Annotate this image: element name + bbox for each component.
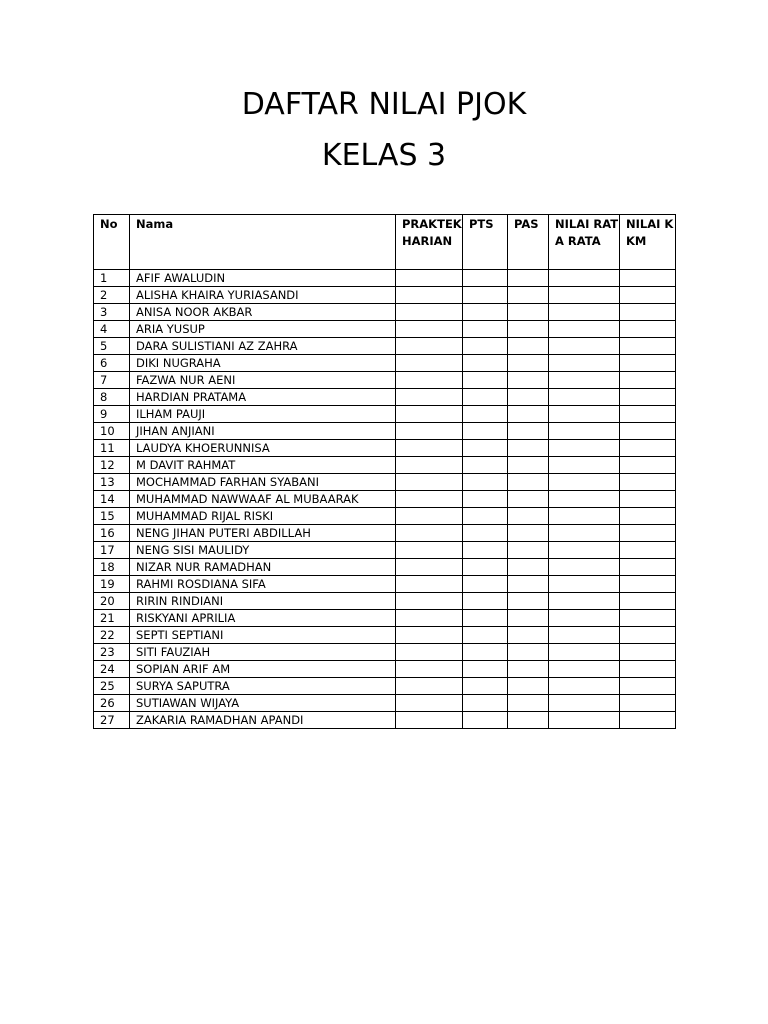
cell-pts xyxy=(463,627,508,644)
cell-pts xyxy=(463,661,508,678)
table-row xyxy=(94,712,676,729)
cell-nilai-kkm xyxy=(620,423,676,440)
cell-praktek-harian xyxy=(396,304,463,321)
cell-no: 19 xyxy=(94,576,130,593)
cell-nilai-rata-rata xyxy=(549,287,620,304)
cell-no: 1 xyxy=(94,270,130,287)
cell-pts xyxy=(463,678,508,695)
table-row xyxy=(94,678,676,695)
cell-no: 2 xyxy=(94,287,130,304)
cell-nilai-kkm xyxy=(620,355,676,372)
cell-pas xyxy=(508,440,549,457)
header-nilai-rata-rata: NILAI RATA RATA xyxy=(549,215,620,270)
cell-no: 16 xyxy=(94,525,130,542)
cell-pas xyxy=(508,576,549,593)
cell-name: M DAVIT RAHMAT xyxy=(130,457,396,474)
cell-pts xyxy=(463,474,508,491)
cell-praktek-harian xyxy=(396,695,463,712)
cell-nilai-rata-rata xyxy=(549,270,620,287)
cell-no: 12 xyxy=(94,457,130,474)
cell-name: SUTIAWAN WIJAYA xyxy=(130,695,396,712)
cell-nilai-rata-rata xyxy=(549,695,620,712)
cell-nilai-rata-rata xyxy=(549,304,620,321)
cell-praktek-harian xyxy=(396,559,463,576)
cell-nilai-rata-rata xyxy=(549,678,620,695)
cell-name: SEPTI SEPTIANI xyxy=(130,627,396,644)
cell-name: RIRIN RINDIANI xyxy=(130,593,396,610)
cell-praktek-harian xyxy=(396,355,463,372)
cell-nilai-kkm xyxy=(620,338,676,355)
cell-pts xyxy=(463,593,508,610)
table-row xyxy=(94,389,676,406)
cell-praktek-harian xyxy=(396,712,463,729)
cell-nilai-rata-rata xyxy=(549,525,620,542)
cell-name: MOCHAMMAD FARHAN SYABANI xyxy=(130,474,396,491)
cell-pas xyxy=(508,593,549,610)
cell-name: AFIF AWALUDIN xyxy=(130,270,396,287)
cell-pas xyxy=(508,389,549,406)
cell-no: 3 xyxy=(94,304,130,321)
cell-no: 18 xyxy=(94,559,130,576)
cell-pts xyxy=(463,287,508,304)
cell-nilai-rata-rata xyxy=(549,338,620,355)
cell-nilai-kkm xyxy=(620,270,676,287)
page-title: DAFTAR NILAI PJOK xyxy=(241,87,527,122)
cell-pas xyxy=(508,474,549,491)
cell-pas xyxy=(508,627,549,644)
cell-nilai-rata-rata xyxy=(549,627,620,644)
cell-name: DARA SULISTIANI AZ ZAHRA xyxy=(130,338,396,355)
cell-pas xyxy=(508,525,549,542)
cell-pts xyxy=(463,389,508,406)
header-no: No xyxy=(94,215,130,270)
cell-nilai-rata-rata xyxy=(549,321,620,338)
cell-no: 17 xyxy=(94,542,130,559)
cell-pts xyxy=(463,304,508,321)
cell-no: 4 xyxy=(94,321,130,338)
cell-nilai-kkm xyxy=(620,576,676,593)
cell-name: ARIA YUSUP xyxy=(130,321,396,338)
cell-praktek-harian xyxy=(396,338,463,355)
cell-pas xyxy=(508,678,549,695)
cell-name: ANISA NOOR AKBAR xyxy=(130,304,396,321)
cell-praktek-harian xyxy=(396,457,463,474)
cell-nilai-rata-rata xyxy=(549,542,620,559)
cell-praktek-harian xyxy=(396,406,463,423)
cell-pas xyxy=(508,287,549,304)
cell-nilai-rata-rata xyxy=(549,372,620,389)
cell-nilai-kkm xyxy=(620,542,676,559)
cell-nilai-kkm xyxy=(620,525,676,542)
table-row xyxy=(94,270,676,287)
cell-praktek-harian xyxy=(396,542,463,559)
cell-no: 21 xyxy=(94,610,130,627)
cell-nilai-kkm xyxy=(620,627,676,644)
cell-praktek-harian xyxy=(396,474,463,491)
cell-pts xyxy=(463,423,508,440)
header-nilai-kkm: NILAI KKM xyxy=(620,215,676,270)
table-row xyxy=(94,406,676,423)
cell-name: NENG SISI MAULIDY xyxy=(130,542,396,559)
cell-nilai-rata-rata xyxy=(549,474,620,491)
cell-nilai-kkm xyxy=(620,457,676,474)
cell-praktek-harian xyxy=(396,491,463,508)
cell-praktek-harian xyxy=(396,389,463,406)
cell-praktek-harian xyxy=(396,661,463,678)
cell-no: 7 xyxy=(94,372,130,389)
table-row xyxy=(94,644,676,661)
cell-pas xyxy=(508,304,549,321)
cell-pts xyxy=(463,712,508,729)
cell-nilai-kkm xyxy=(620,389,676,406)
cell-pts xyxy=(463,372,508,389)
table-row xyxy=(94,695,676,712)
cell-pas xyxy=(508,321,549,338)
cell-no: 20 xyxy=(94,593,130,610)
cell-no: 6 xyxy=(94,355,130,372)
cell-name: DIKI NUGRAHA xyxy=(130,355,396,372)
cell-nilai-kkm xyxy=(620,610,676,627)
cell-no: 14 xyxy=(94,491,130,508)
cell-pas xyxy=(508,457,549,474)
header-praktek-harian: PRAKTEK HARIAN xyxy=(396,215,463,270)
cell-praktek-harian xyxy=(396,372,463,389)
cell-no: 5 xyxy=(94,338,130,355)
cell-nilai-kkm xyxy=(620,661,676,678)
cell-pts xyxy=(463,457,508,474)
table-row xyxy=(94,355,676,372)
cell-no: 8 xyxy=(94,389,130,406)
cell-praktek-harian xyxy=(396,440,463,457)
table-row xyxy=(94,593,676,610)
cell-name: SOPIAN ARIF AM xyxy=(130,661,396,678)
cell-pas xyxy=(508,338,549,355)
cell-nilai-kkm xyxy=(620,593,676,610)
cell-name: NENG JIHAN PUTERI ABDILLAH xyxy=(130,525,396,542)
cell-praktek-harian xyxy=(396,270,463,287)
cell-pas xyxy=(508,661,549,678)
table-row xyxy=(94,508,676,525)
cell-name: MUHAMMAD RIJAL RISKI xyxy=(130,508,396,525)
cell-nilai-rata-rata xyxy=(549,457,620,474)
cell-pts xyxy=(463,559,508,576)
cell-no: 23 xyxy=(94,644,130,661)
cell-nilai-rata-rata xyxy=(549,508,620,525)
cell-nilai-kkm xyxy=(620,372,676,389)
table-row xyxy=(94,287,676,304)
cell-nilai-rata-rata xyxy=(549,355,620,372)
cell-nilai-kkm xyxy=(620,695,676,712)
table-row xyxy=(94,610,676,627)
cell-pts xyxy=(463,644,508,661)
cell-praktek-harian xyxy=(396,508,463,525)
table-row xyxy=(94,423,676,440)
cell-no: 27 xyxy=(94,712,130,729)
table-row xyxy=(94,661,676,678)
cell-name: LAUDYA KHOERUNNISA xyxy=(130,440,396,457)
cell-pts xyxy=(463,338,508,355)
header-pts: PTS xyxy=(463,215,508,270)
cell-pas xyxy=(508,270,549,287)
cell-praktek-harian xyxy=(396,576,463,593)
table-row xyxy=(94,474,676,491)
table-row xyxy=(94,321,676,338)
cell-no: 11 xyxy=(94,440,130,457)
cell-pts xyxy=(463,508,508,525)
table-row xyxy=(94,440,676,457)
cell-pts xyxy=(463,491,508,508)
cell-name: MUHAMMAD NAWWAAF AL MUBAARAK xyxy=(130,491,396,508)
cell-praktek-harian xyxy=(396,423,463,440)
cell-nilai-rata-rata xyxy=(549,423,620,440)
cell-no: 15 xyxy=(94,508,130,525)
cell-praktek-harian xyxy=(396,627,463,644)
cell-pas xyxy=(508,712,549,729)
table-row xyxy=(94,304,676,321)
cell-nilai-rata-rata xyxy=(549,644,620,661)
cell-nilai-kkm xyxy=(620,678,676,695)
grades-table xyxy=(93,214,676,729)
table-row xyxy=(94,576,676,593)
cell-nilai-rata-rata xyxy=(549,661,620,678)
cell-pts xyxy=(463,270,508,287)
table-row xyxy=(94,372,676,389)
header-pas: PAS xyxy=(508,215,549,270)
table-row xyxy=(94,627,676,644)
cell-name: SURYA SAPUTRA xyxy=(130,678,396,695)
cell-pas xyxy=(508,508,549,525)
cell-name: JIHAN ANJIANI xyxy=(130,423,396,440)
cell-pas xyxy=(508,491,549,508)
cell-praktek-harian xyxy=(396,610,463,627)
cell-nilai-rata-rata xyxy=(549,491,620,508)
cell-no: 22 xyxy=(94,627,130,644)
cell-praktek-harian xyxy=(396,644,463,661)
cell-pts xyxy=(463,542,508,559)
page-subtitle: KELAS 3 xyxy=(321,138,447,173)
cell-pts xyxy=(463,610,508,627)
cell-nilai-kkm xyxy=(620,304,676,321)
cell-praktek-harian xyxy=(396,525,463,542)
cell-pts xyxy=(463,576,508,593)
cell-name: ILHAM PAUJI xyxy=(130,406,396,423)
cell-name: NIZAR NUR RAMADHAN xyxy=(130,559,396,576)
cell-pas xyxy=(508,423,549,440)
cell-nilai-kkm xyxy=(620,644,676,661)
cell-pts xyxy=(463,355,508,372)
cell-no: 10 xyxy=(94,423,130,440)
cell-nilai-rata-rata xyxy=(549,440,620,457)
cell-pas xyxy=(508,559,549,576)
cell-name: RAHMI ROSDIANA SIFA xyxy=(130,576,396,593)
cell-pts xyxy=(463,406,508,423)
table-row xyxy=(94,457,676,474)
cell-no: 13 xyxy=(94,474,130,491)
cell-nilai-rata-rata xyxy=(549,712,620,729)
cell-no: 24 xyxy=(94,661,130,678)
cell-praktek-harian xyxy=(396,287,463,304)
table-body xyxy=(94,270,676,729)
header-row xyxy=(94,215,676,270)
cell-pas xyxy=(508,355,549,372)
cell-nilai-rata-rata xyxy=(549,406,620,423)
table-row xyxy=(94,491,676,508)
cell-name: ALISHA KHAIRA YURIASANDI xyxy=(130,287,396,304)
table-row xyxy=(94,542,676,559)
cell-nilai-rata-rata xyxy=(549,610,620,627)
cell-nilai-kkm xyxy=(620,491,676,508)
cell-name: RISKYANI APRILIA xyxy=(130,610,396,627)
cell-name: HARDIAN PRATAMA xyxy=(130,389,396,406)
cell-no: 25 xyxy=(94,678,130,695)
cell-pts xyxy=(463,525,508,542)
cell-praktek-harian xyxy=(396,593,463,610)
table-row xyxy=(94,338,676,355)
cell-pts xyxy=(463,695,508,712)
cell-pts xyxy=(463,321,508,338)
cell-nilai-kkm xyxy=(620,559,676,576)
cell-name: FAZWA NUR AENI xyxy=(130,372,396,389)
table-row xyxy=(94,525,676,542)
cell-name: ZAKARIA RAMADHAN APANDI xyxy=(130,712,396,729)
cell-nilai-kkm xyxy=(620,287,676,304)
cell-nilai-rata-rata xyxy=(549,389,620,406)
cell-praktek-harian xyxy=(396,678,463,695)
cell-praktek-harian xyxy=(396,321,463,338)
cell-pts xyxy=(463,440,508,457)
cell-pas xyxy=(508,406,549,423)
cell-nilai-rata-rata xyxy=(549,593,620,610)
cell-pas xyxy=(508,644,549,661)
cell-nilai-kkm xyxy=(620,440,676,457)
cell-no: 9 xyxy=(94,406,130,423)
cell-nilai-kkm xyxy=(620,406,676,423)
cell-nilai-rata-rata xyxy=(549,576,620,593)
cell-nilai-kkm xyxy=(620,474,676,491)
cell-pas xyxy=(508,610,549,627)
cell-nilai-rata-rata xyxy=(549,559,620,576)
cell-no: 26 xyxy=(94,695,130,712)
cell-nilai-kkm xyxy=(620,321,676,338)
cell-nilai-kkm xyxy=(620,712,676,729)
cell-pas xyxy=(508,542,549,559)
cell-name: SITI FAUZIAH xyxy=(130,644,396,661)
cell-pas xyxy=(508,372,549,389)
cell-nilai-kkm xyxy=(620,508,676,525)
cell-pas xyxy=(508,695,549,712)
table-row xyxy=(94,559,676,576)
header-name: Nama xyxy=(130,215,396,270)
